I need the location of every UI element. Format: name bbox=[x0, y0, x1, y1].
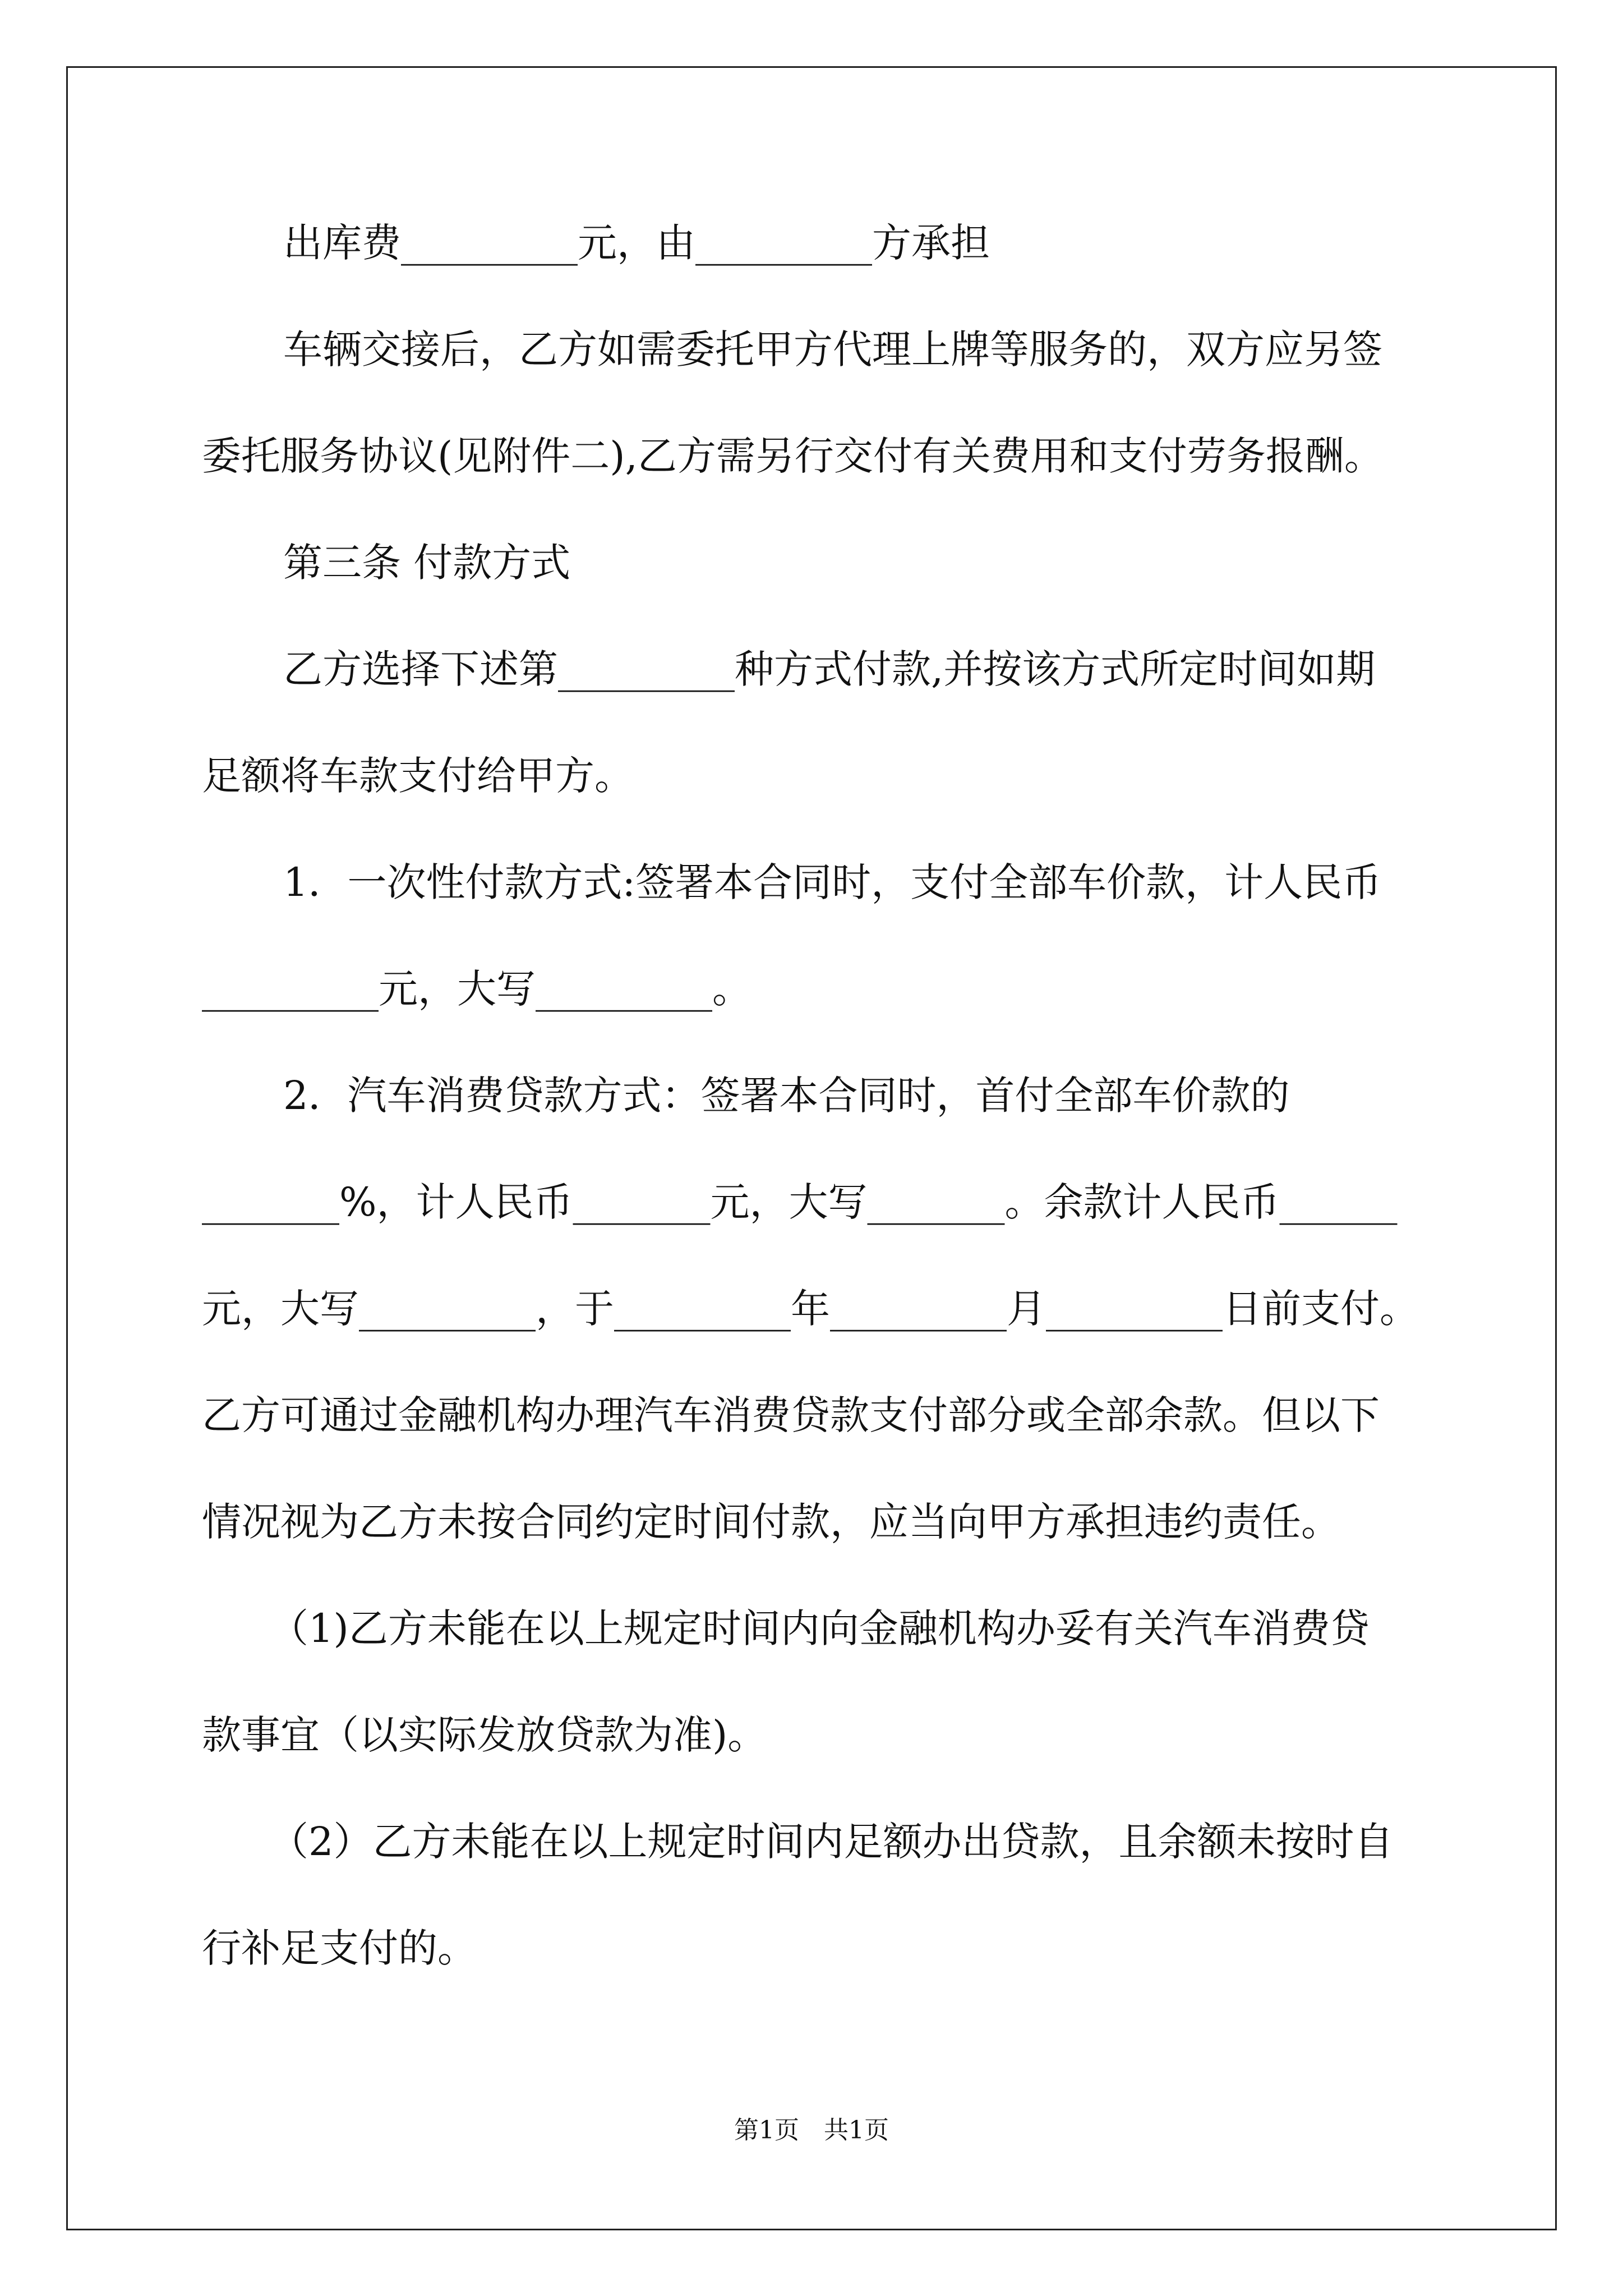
paragraph-line: （2）乙方未能在以上规定时间内足额办出贷款，且余额未按时自 bbox=[269, 1819, 1394, 1865]
paragraph-line: _________元，大写_________。 bbox=[202, 966, 751, 1012]
paragraph-line: 足额将车款支付给甲方。 bbox=[202, 753, 634, 799]
paragraph-line: 乙方选择下述第_________种方式付款,并按该方式所定时间如期 bbox=[283, 646, 1376, 692]
paragraph-line: 款事宜（以实际发放贷款为准)。 bbox=[202, 1712, 767, 1758]
paragraph-line: 行补足支付的。 bbox=[202, 1925, 477, 1971]
page-border bbox=[66, 66, 1557, 2230]
paragraph-line: （1)乙方未能在以上规定时间内向金融机构办妥有关汽车消费贷 bbox=[269, 1605, 1370, 1651]
paragraph-line: 出库费_________元，由_________方承担 bbox=[283, 220, 990, 266]
paragraph-line: 乙方可通过金融机构办理汽车消费贷款支付部分或全部余款。但以下 bbox=[202, 1392, 1380, 1438]
section-heading: 第三条 付款方式 bbox=[283, 540, 571, 586]
page-footer: 第1页 共1页 bbox=[734, 2116, 889, 2145]
paragraph-line: 元，大写_________，于_________年_________月_________日前支付。 bbox=[202, 1286, 1419, 1332]
paragraph-line: 1．一次性付款方式:签署本合同时，支付全部车价款，计人民币 bbox=[283, 859, 1382, 905]
paragraph-line: 2．汽车消费贷款方式：签署本合同时，首付全部车价款的 bbox=[283, 1073, 1290, 1119]
paragraph-line: 委托服务协议(见附件二),乙方需另行交付有关费用和支付劳务报酬。 bbox=[202, 433, 1384, 479]
paragraph-line: _______%，计人民币_______元，大写_______。余款计人民币______ bbox=[202, 1179, 1398, 1225]
paragraph-line: 车辆交接后，乙方如需委托甲方代理上牌等服务的，双方应另签 bbox=[283, 326, 1382, 372]
paragraph-line: 情况视为乙方未按合同约定时间付款，应当向甲方承担违约责任。 bbox=[202, 1499, 1340, 1545]
